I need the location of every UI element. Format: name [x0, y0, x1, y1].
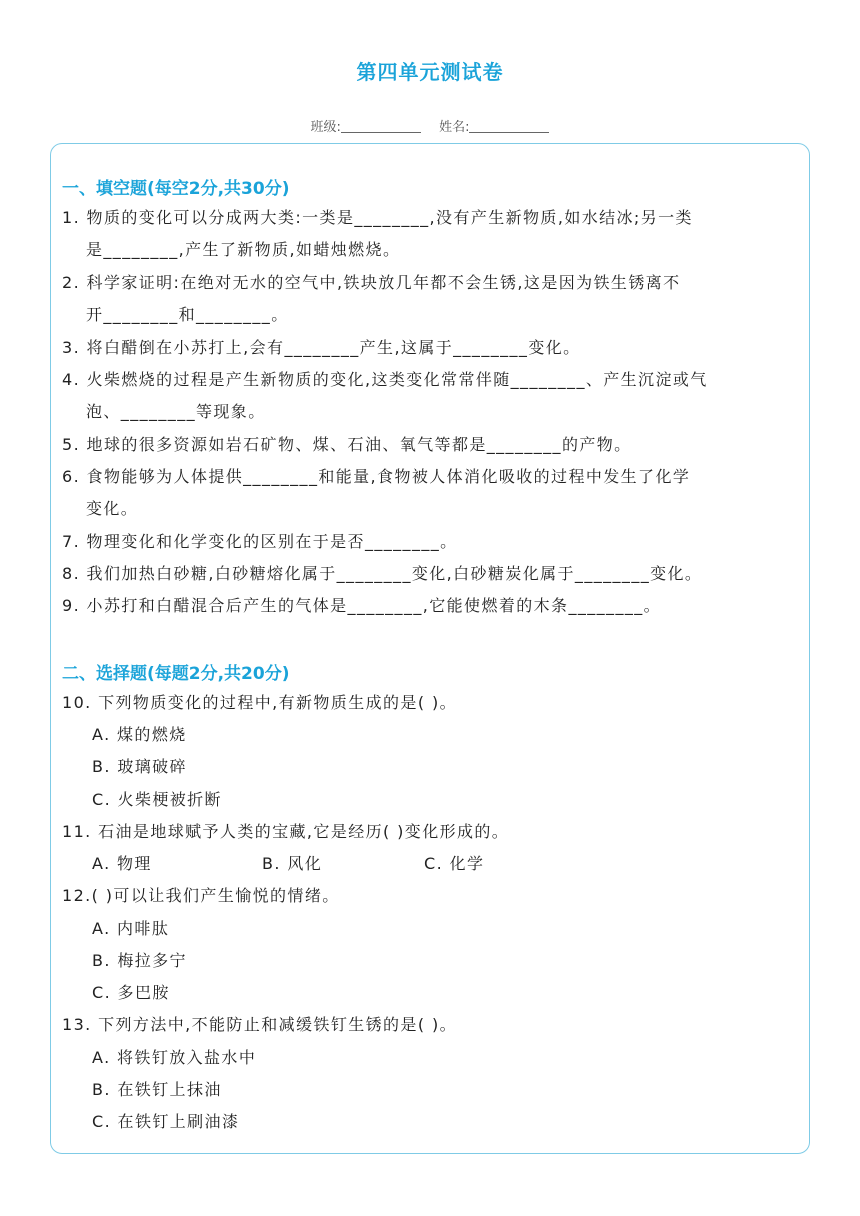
question-11-stem: 11. 石油是地球赋予人类的宝藏,它是经历( )变化形成的。	[62, 822, 510, 841]
question-8	[62, 558, 802, 590]
question-6	[62, 461, 802, 525]
question-4	[62, 364, 802, 428]
question-11-option-b: B. 风化	[262, 854, 323, 873]
question-5-line-1: 5. 地球的很多资源如岩石矿物、煤、石油、氧气等都是________的产物。	[62, 435, 632, 454]
question-2	[62, 267, 802, 331]
question-1-line-1: 1. 物质的变化可以分成两大类:一类是________,没有产生新物质,如水结冰;另一类	[62, 208, 693, 227]
question-10-stem: 10. 下列物质变化的过程中,有新物质生成的是( )。	[62, 693, 457, 712]
question-12-stem: 12.( )可以让我们产生愉悦的情绪。	[62, 886, 340, 905]
name-label: 姓名:	[439, 120, 470, 135]
name-blank	[469, 121, 549, 133]
question-3	[62, 332, 802, 364]
question-13-option-a: A. 将铁钉放入盐水中	[92, 1048, 257, 1067]
question-2-line-2: 开________和________。	[86, 305, 289, 324]
section-heading-fill-blank: 一、填空题(每空2分,共30分)	[62, 179, 290, 199]
class-label: 班级:	[310, 120, 341, 135]
question-13-option-b: B. 在铁钉上抹油	[92, 1080, 222, 1099]
question-5	[62, 429, 802, 461]
question-11-option-a: A. 物理	[92, 854, 152, 873]
question-10-option-a: A. 煤的燃烧	[92, 725, 187, 744]
question-7-line-1: 7. 物理变化和化学变化的区别在于是否________。	[62, 532, 458, 551]
question-3-line-1: 3. 将白醋倒在小苏打上,会有________产生,这属于________变化。	[62, 338, 581, 357]
class-blank	[341, 121, 421, 133]
question-13-option-c: C. 在铁钉上刷油漆	[92, 1112, 240, 1131]
page-title: 第四单元测试卷	[356, 60, 504, 84]
question-6-line-2: 变化。	[86, 499, 139, 518]
question-9-line-1: 9. 小苏打和白醋混合后产生的气体是________,它能使燃着的木条________。	[62, 596, 662, 615]
question-4-line-1: 4. 火柴燃烧的过程是产生新物质的变化,这类变化常常伴随________、产生沉淀或气	[62, 370, 708, 389]
question-13-stem: 13. 下列方法中,不能防止和减缓铁钉生锈的是( )。	[62, 1015, 457, 1034]
question-8-line-1: 8. 我们加热白砂糖,白砂糖熔化属于________变化,白砂糖炭化属于________变化。	[62, 564, 703, 583]
question-10-option-b: B. 玻璃破碎	[92, 757, 187, 776]
question-4-line-2: 泡、________等现象。	[86, 402, 266, 421]
student-info	[0, 116, 860, 135]
question-12-option-a: A. 内啡肽	[92, 919, 170, 938]
question-9	[62, 590, 802, 622]
section-heading-multiple-choice: 二、选择题(每题2分,共20分)	[62, 664, 290, 684]
question-10-option-c: C. 火柴梗被折断	[92, 790, 222, 809]
question-12-option-c: C. 多巴胺	[92, 983, 170, 1002]
question-1-line-2: 是________,产生了新物质,如蜡烛燃烧。	[86, 240, 401, 259]
question-6-line-1: 6. 食物能够为人体提供________和能量,食物被人体消化吸收的过程中发生了化学	[62, 467, 691, 486]
question-11-option-c: C. 化学	[424, 854, 485, 873]
question-1	[62, 202, 802, 266]
question-2-line-1: 2. 科学家证明:在绝对无水的空气中,铁块放几年都不会生锈,这是因为铁生锈离不	[62, 273, 681, 292]
question-7	[62, 526, 802, 558]
question-12-option-b: B. 梅拉多宁	[92, 951, 187, 970]
